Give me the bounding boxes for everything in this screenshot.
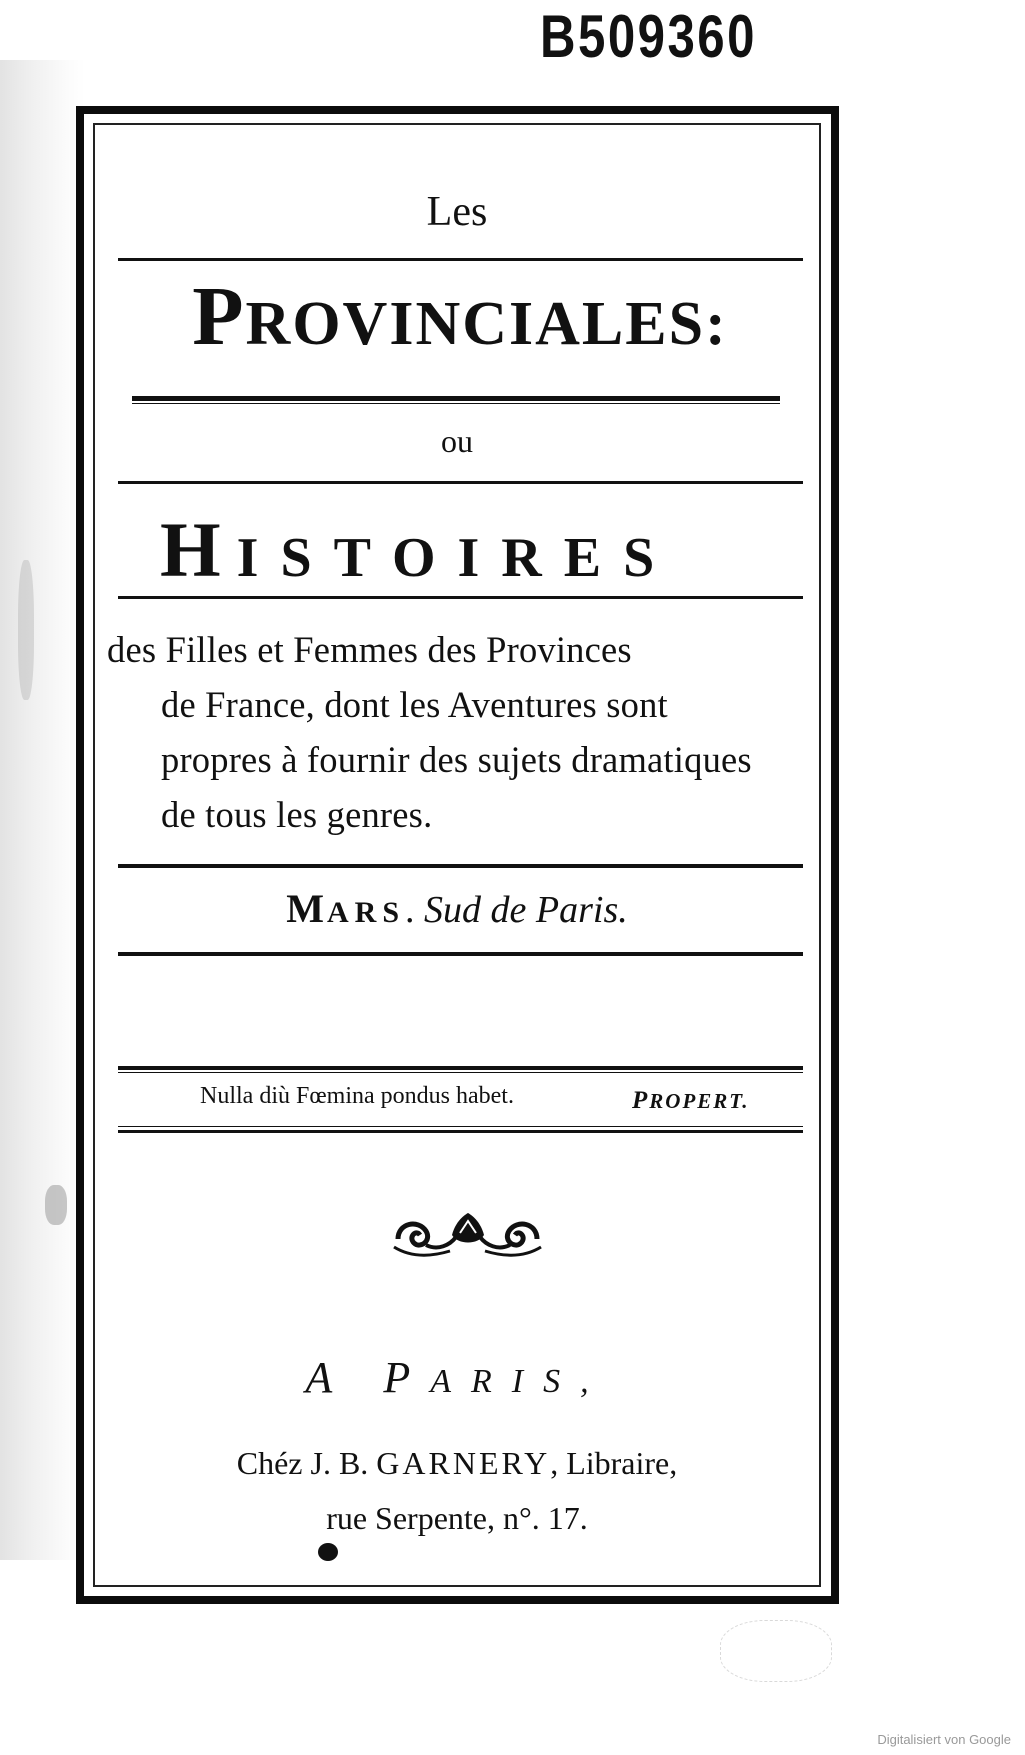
- epigraph-author: [632, 1087, 749, 1115]
- title-smallcaps: ROVINCIALES:: [245, 290, 728, 358]
- scan-edge-shadow: [0, 60, 85, 1560]
- digitization-watermark: Digitalisiert von Google: [877, 1732, 1011, 1747]
- description-line: propres à fournir des sujets dramatiques: [161, 739, 752, 780]
- double-rule: [118, 1072, 803, 1073]
- epigraph: Nulla diù Fœmina pondus habet.: [200, 1083, 514, 1109]
- epigraph-author-initial: P: [632, 1087, 650, 1114]
- rule: [118, 258, 803, 261]
- scan-blemish: [45, 1185, 67, 1225]
- double-rule: [118, 1130, 803, 1133]
- publisher-name: GARNERY: [376, 1445, 551, 1481]
- rule: [118, 952, 803, 956]
- author-period: .: [405, 889, 415, 931]
- place-initial: A: [305, 1353, 353, 1402]
- subtitle-smallcaps: ISTOIRES: [236, 527, 677, 589]
- double-rule: [118, 1126, 803, 1127]
- rule: [118, 864, 803, 868]
- epigraph-author-smallcaps: ROPERT.: [649, 1089, 750, 1113]
- place-p: P: [383, 1353, 431, 1402]
- library-shelfmark: B509360: [540, 3, 757, 70]
- ink-blot: [318, 1543, 338, 1561]
- author-location: Sud de Paris.: [424, 889, 628, 931]
- imprint-address: rue Serpente, n°. 17.: [326, 1500, 588, 1536]
- author-smallcaps: ARS: [327, 896, 406, 929]
- double-rule: [132, 396, 780, 401]
- description-line: des Filles et Femmes des Provinces: [107, 629, 632, 670]
- rule: [118, 481, 803, 484]
- conjunction: ou: [441, 423, 473, 459]
- description-line: de tous les genres.: [161, 794, 433, 835]
- library-stamp: [720, 1620, 832, 1682]
- imprint-publisher: [93, 1445, 821, 1482]
- double-rule: [118, 1066, 803, 1070]
- title-initial: P: [192, 270, 246, 363]
- subtitle-initial: H: [160, 506, 237, 593]
- publisher-suffix: , Libraire,: [550, 1445, 678, 1481]
- author-line: [93, 885, 821, 932]
- printer-ornament-icon: [390, 1205, 545, 1265]
- imprint-place: [93, 1352, 821, 1403]
- title-article: Les: [426, 189, 488, 235]
- subtitle: [160, 505, 800, 595]
- publisher-prefix: Chéz J. B.: [236, 1445, 369, 1481]
- description-line: de France, dont les Aventures sont: [161, 684, 668, 725]
- main-title: [96, 268, 824, 365]
- rule: [118, 596, 803, 599]
- double-rule: [132, 403, 780, 404]
- place-smallcaps: ARIS,: [430, 1363, 609, 1400]
- scan-blemish: [18, 560, 34, 700]
- author-initial: M: [286, 886, 328, 931]
